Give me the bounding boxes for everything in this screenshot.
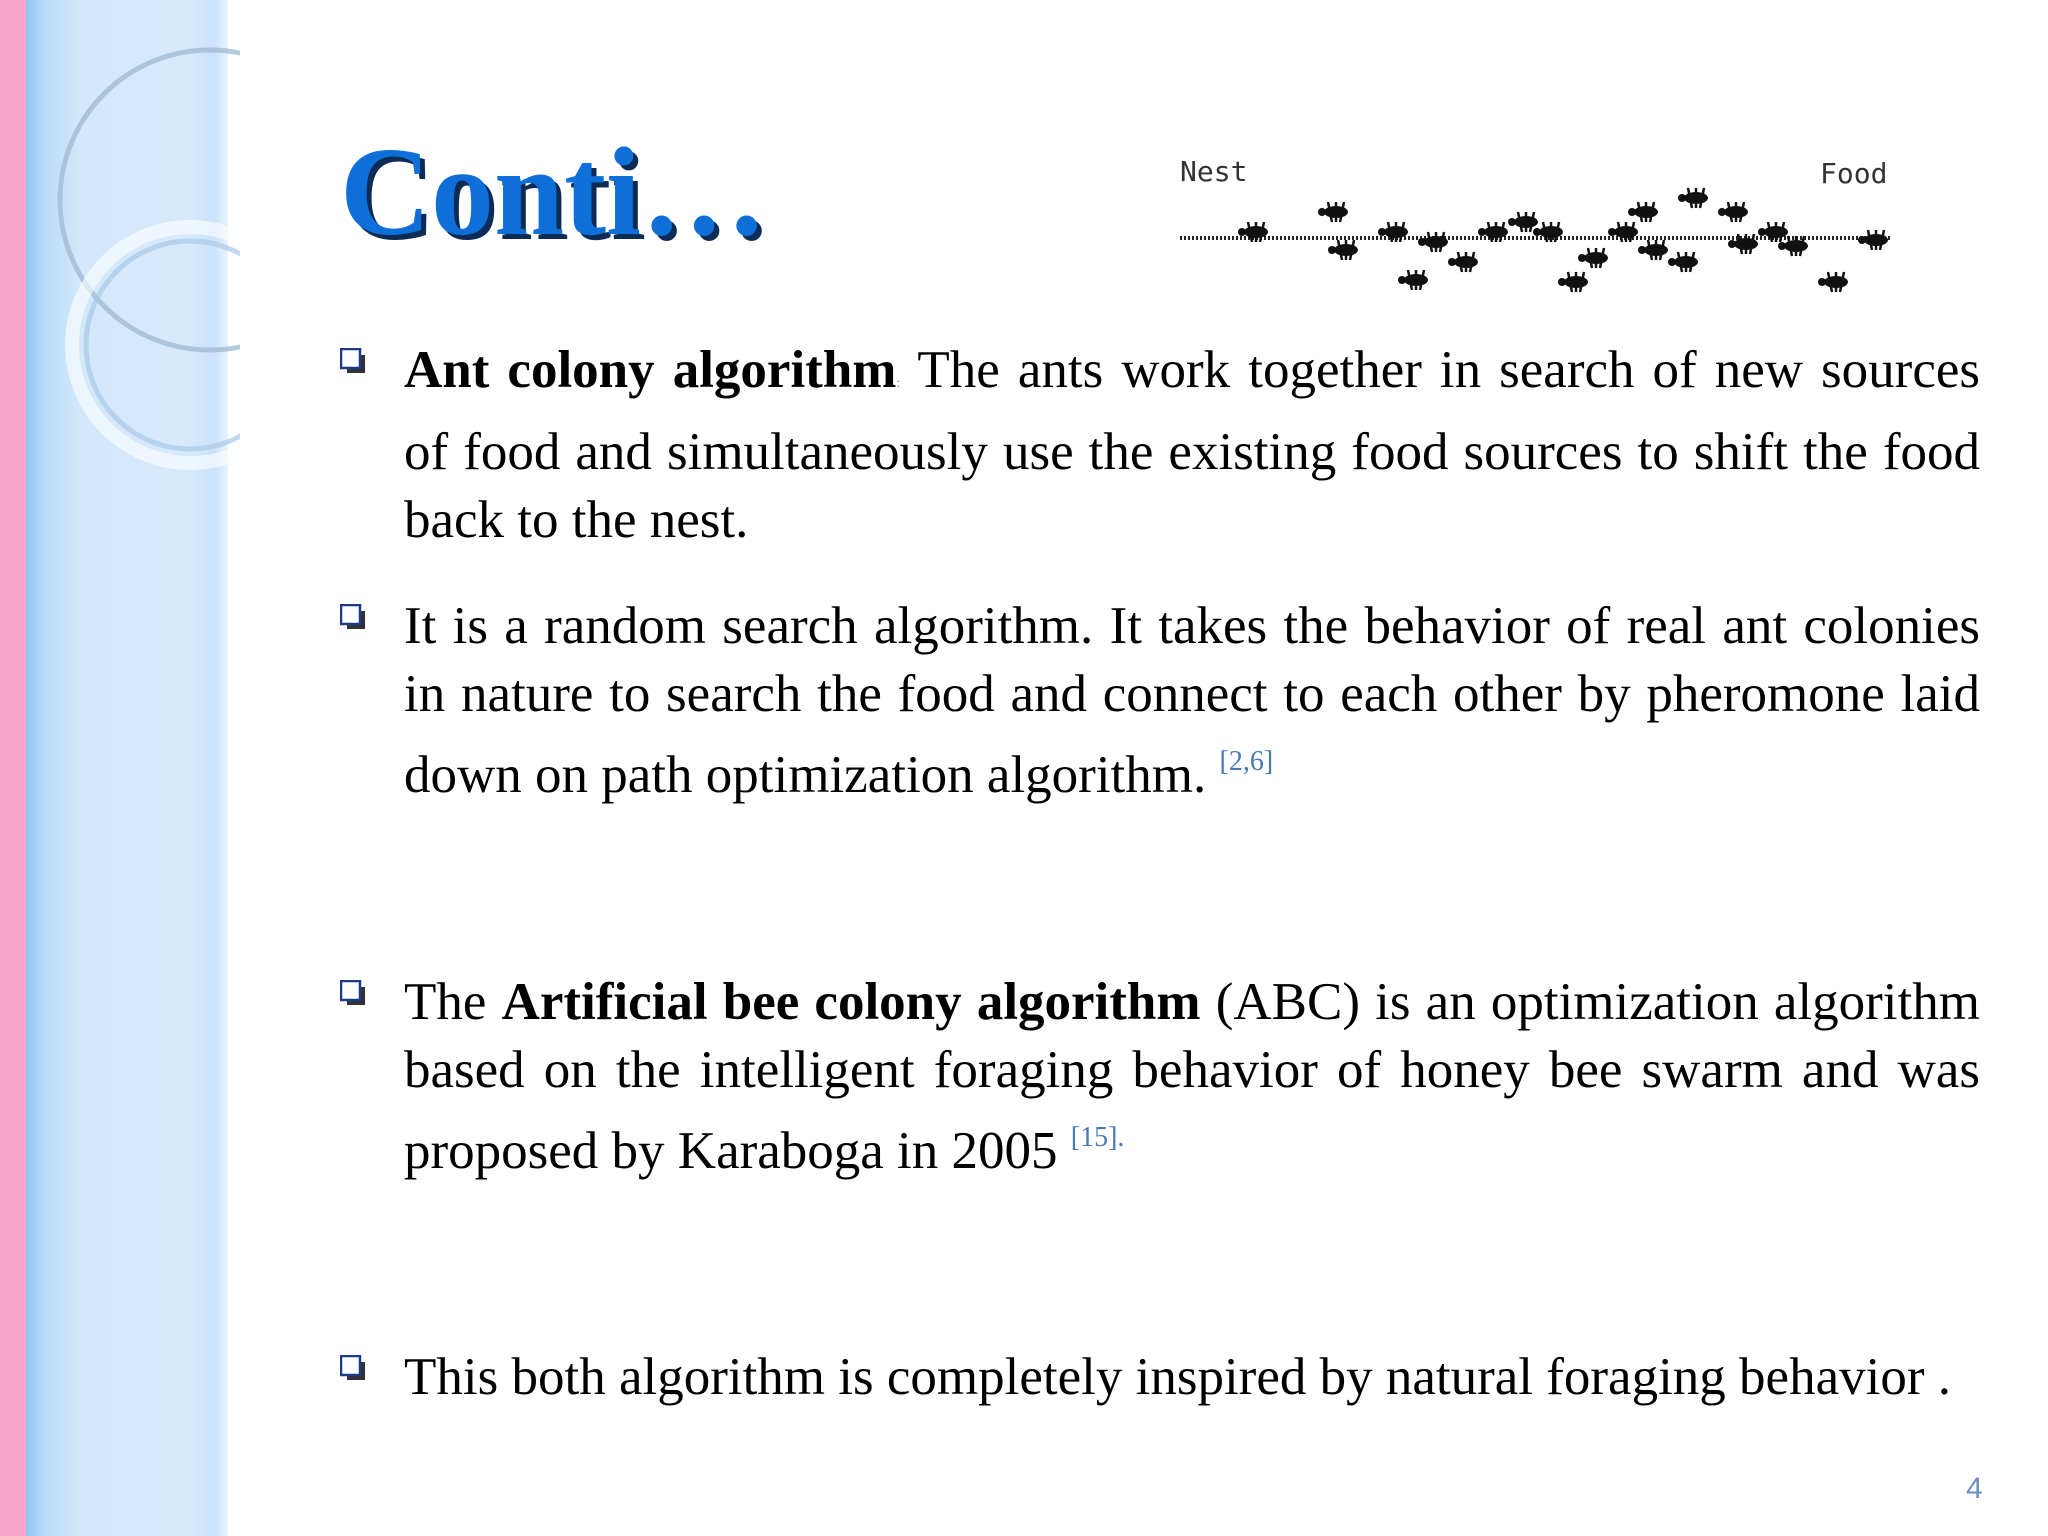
checkbox-bullet-icon	[340, 1355, 366, 1381]
bullet-text	[404, 968, 1980, 1185]
ant-icon	[1418, 232, 1448, 252]
ant-icon	[1328, 240, 1358, 260]
ant-icon	[1318, 202, 1348, 222]
ant-icon	[1558, 272, 1588, 292]
bullet-text	[404, 336, 1980, 554]
bullet-body: (ABC) is an optimization algorithm based on the intelligent foraging behavior of honey bee swarm and was proposed by Karaboga in 2005	[404, 973, 1980, 1180]
ant-icon	[1448, 252, 1478, 272]
checkbox-bullet-icon	[340, 604, 366, 630]
food-label: Food	[1820, 157, 1888, 190]
ant-icon	[1578, 248, 1608, 268]
slide-title: Conti…	[340, 123, 768, 262]
ant-icon	[1398, 270, 1428, 290]
ant-icon	[1858, 230, 1888, 250]
page-number: 4	[1966, 1472, 1983, 1505]
bullet-term: Artificial bee colony algorithm	[501, 973, 1201, 1031]
ant-icon	[1818, 272, 1848, 292]
checkbox-bullet-icon	[340, 980, 366, 1006]
checkbox-bullet-icon	[340, 348, 366, 374]
bullet-body: This both algorithm is completely inspired by natural foraging behavior .	[404, 1348, 1951, 1406]
ant-icon	[1508, 212, 1538, 232]
bullet-bee-colony	[340, 968, 1980, 1185]
bullet-text	[404, 1343, 1980, 1411]
ant-icon	[1638, 240, 1668, 260]
ant-trail	[1176, 150, 1896, 310]
ant-icon	[1628, 202, 1658, 222]
bullet-term: Ant colony algorithm	[404, 341, 897, 399]
ant-icon	[1668, 252, 1698, 272]
bullet-text	[404, 592, 1980, 809]
decorative-rings	[0, 0, 240, 520]
bullet-ant-colony	[340, 336, 1980, 554]
citation: [15].	[1070, 1122, 1125, 1153]
bullet-body: The ants work together in search of new sources of food and simultaneously use the existing food sources to shift the food back to the nest.	[404, 341, 1981, 549]
ant-icon	[1678, 188, 1708, 208]
bullet-random-search	[340, 592, 1980, 809]
term-separator: :	[896, 376, 901, 391]
bullet-body: It is a random search algorithm. It takes the behavior of real ant colonies in nature to search the food and connect to each other by pheromone laid down on path optimization algorithm.	[404, 597, 1980, 804]
ant-icon	[1718, 202, 1748, 222]
bullet-prefix: The	[404, 973, 502, 1031]
nest-label: Nest	[1180, 155, 1248, 188]
citation: [2,6]	[1219, 746, 1274, 777]
bullet-foraging-summary	[340, 1343, 1980, 1411]
